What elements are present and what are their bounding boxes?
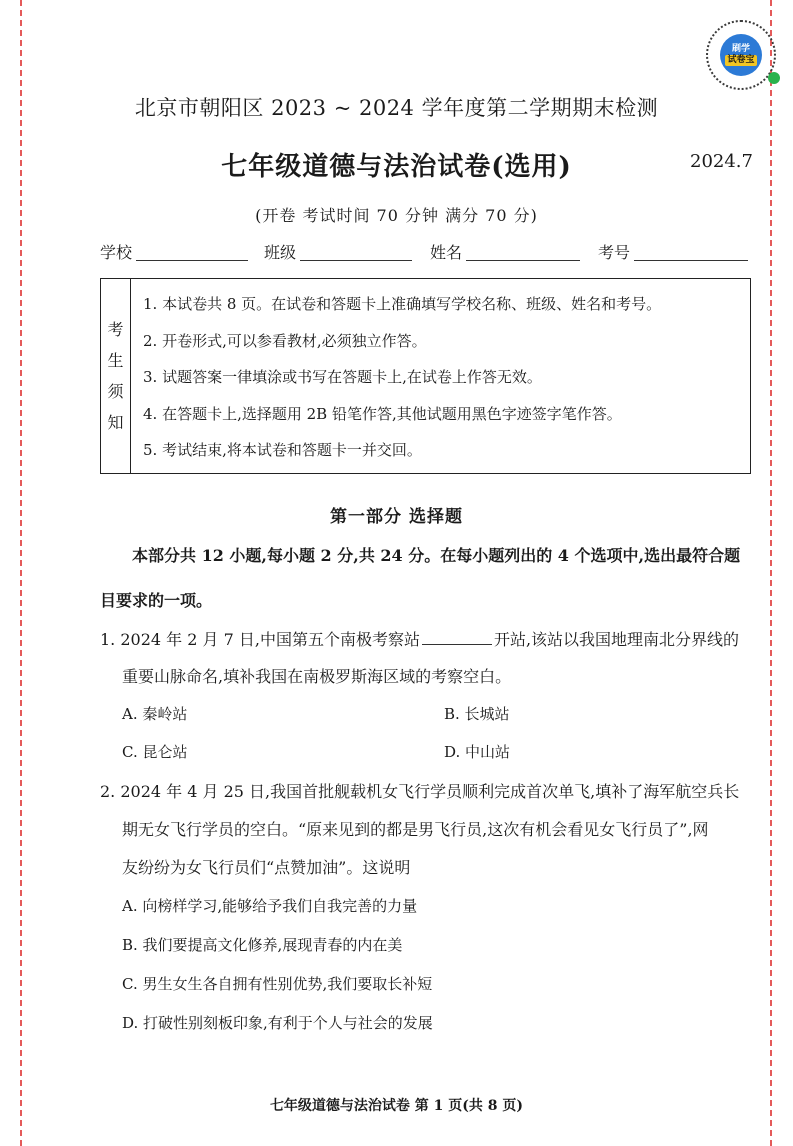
q1-text-b: 开站,该站以我国地理南北分界线的 — [493, 630, 740, 649]
page-footer: 七年级道德与法治试卷 第 1 页(共 8 页) — [269, 1098, 524, 1114]
q1-blank — [422, 630, 492, 645]
notice-list — [143, 293, 661, 476]
class-line[interactable] — [300, 260, 412, 261]
name-field[interactable] — [430, 240, 462, 263]
class-field[interactable] — [264, 240, 296, 263]
class-label: 班级 — [264, 243, 297, 262]
logo-text-top: 刷学 — [731, 44, 750, 54]
paper-title: 七年级道德与法治试卷(选用) — [221, 152, 572, 182]
q2-option-b[interactable]: B. 我们要提高文化修养,展现青春的内在美 — [122, 936, 403, 954]
exam-no-label: 考号 — [598, 243, 631, 262]
leaf-icon — [768, 72, 780, 84]
q1-option-b[interactable]: B. 长城站 — [444, 705, 510, 723]
qr-badge[interactable] — [706, 20, 776, 90]
notice-item: 5. 考试结束,将本试卷和答题卡一并交回。 — [143, 441, 422, 460]
name-label: 姓名 — [430, 243, 463, 262]
question-2-line-3: 友纷纷为女飞行员们“点赞加油”。这说明 — [122, 858, 411, 877]
q2-option-c[interactable]: C. 男生女生各自拥有性别优势,我们要取长补短 — [122, 975, 433, 993]
exam-no-line[interactable] — [634, 260, 748, 261]
student-info-fields — [100, 240, 750, 264]
section-intro: 本部分共 12 小题,每小题 2 分,共 24 分。在每小题列出的 4 个选项中,选出最符合题 — [132, 546, 741, 565]
section-title: 第一部分 选择题 — [330, 507, 463, 527]
q2-option-a[interactable]: A. 向榜样学习,能够给予我们自我完善的力量 — [122, 897, 418, 915]
question-2-line-2: 期无女飞行学员的空白。“原来见到的都是男飞行员,这次有机会看见女飞行员了”,网 — [122, 820, 709, 839]
q1-text-a: 1. 2024 年 2 月 7 日,中国第五个南极考察站 — [100, 630, 420, 649]
exam-heading: 北京市朝阳区 2023 ~ 2024 学年度第二学期期末检测 — [134, 96, 659, 120]
q1-option-d[interactable]: D. 中山站 — [444, 743, 511, 761]
question-1-line-2: 重要山脉命名,填补我国在南极罗斯海区域的考察空白。 — [122, 667, 512, 686]
notice-side-char: 考 — [107, 320, 124, 339]
question-1-line-1 — [100, 628, 739, 652]
notice-item: 4. 在答题卡上,选择题用 2B 铅笔作答,其他试题用黑色字迹签字笔作答。 — [143, 404, 622, 423]
exam-meta: (开卷 考试时间 70 分钟 满分 70 分) — [255, 206, 538, 225]
notice-item: 1. 本试卷共 8 页。在试卷和答题卡上准确填写学校名称、班级、姓名和考号。 — [143, 295, 662, 313]
question-2-line-1: 2. 2024 年 4 月 25 日,我国首批舰载机女飞行学员顺利完成首次单飞,填补了海军航空兵长 — [100, 782, 740, 801]
q1-option-c[interactable]: C. 昆仑站 — [122, 743, 188, 761]
school-line[interactable] — [136, 260, 248, 261]
name-line[interactable] — [466, 260, 580, 261]
notice-side-char: 知 — [107, 413, 124, 432]
notice-side-char: 生 — [107, 351, 124, 370]
notice-item: 3. 试题答案一律填涂或书写在答题卡上,在试卷上作答无效。 — [143, 368, 542, 387]
app-logo — [720, 34, 762, 76]
exam-no-field[interactable] — [598, 240, 630, 263]
school-field[interactable] — [100, 240, 132, 263]
school-label: 学校 — [100, 243, 133, 262]
q2-option-d[interactable]: D. 打破性别刻板印象,有利于个人与社会的发展 — [122, 1014, 433, 1032]
candidate-notice-box — [100, 278, 751, 474]
notice-side-label — [101, 279, 131, 473]
exam-date: 2024.7 — [690, 151, 753, 172]
section-intro-cont: 目要求的一项。 — [100, 591, 213, 610]
logo-text-bottom: 试卷宝 — [727, 55, 755, 65]
notice-side-char: 须 — [107, 382, 124, 401]
notice-item: 2. 开卷形式,可以参看教材,必须独立作答。 — [143, 331, 427, 350]
q1-option-a[interactable]: A. 秦岭站 — [122, 705, 188, 723]
